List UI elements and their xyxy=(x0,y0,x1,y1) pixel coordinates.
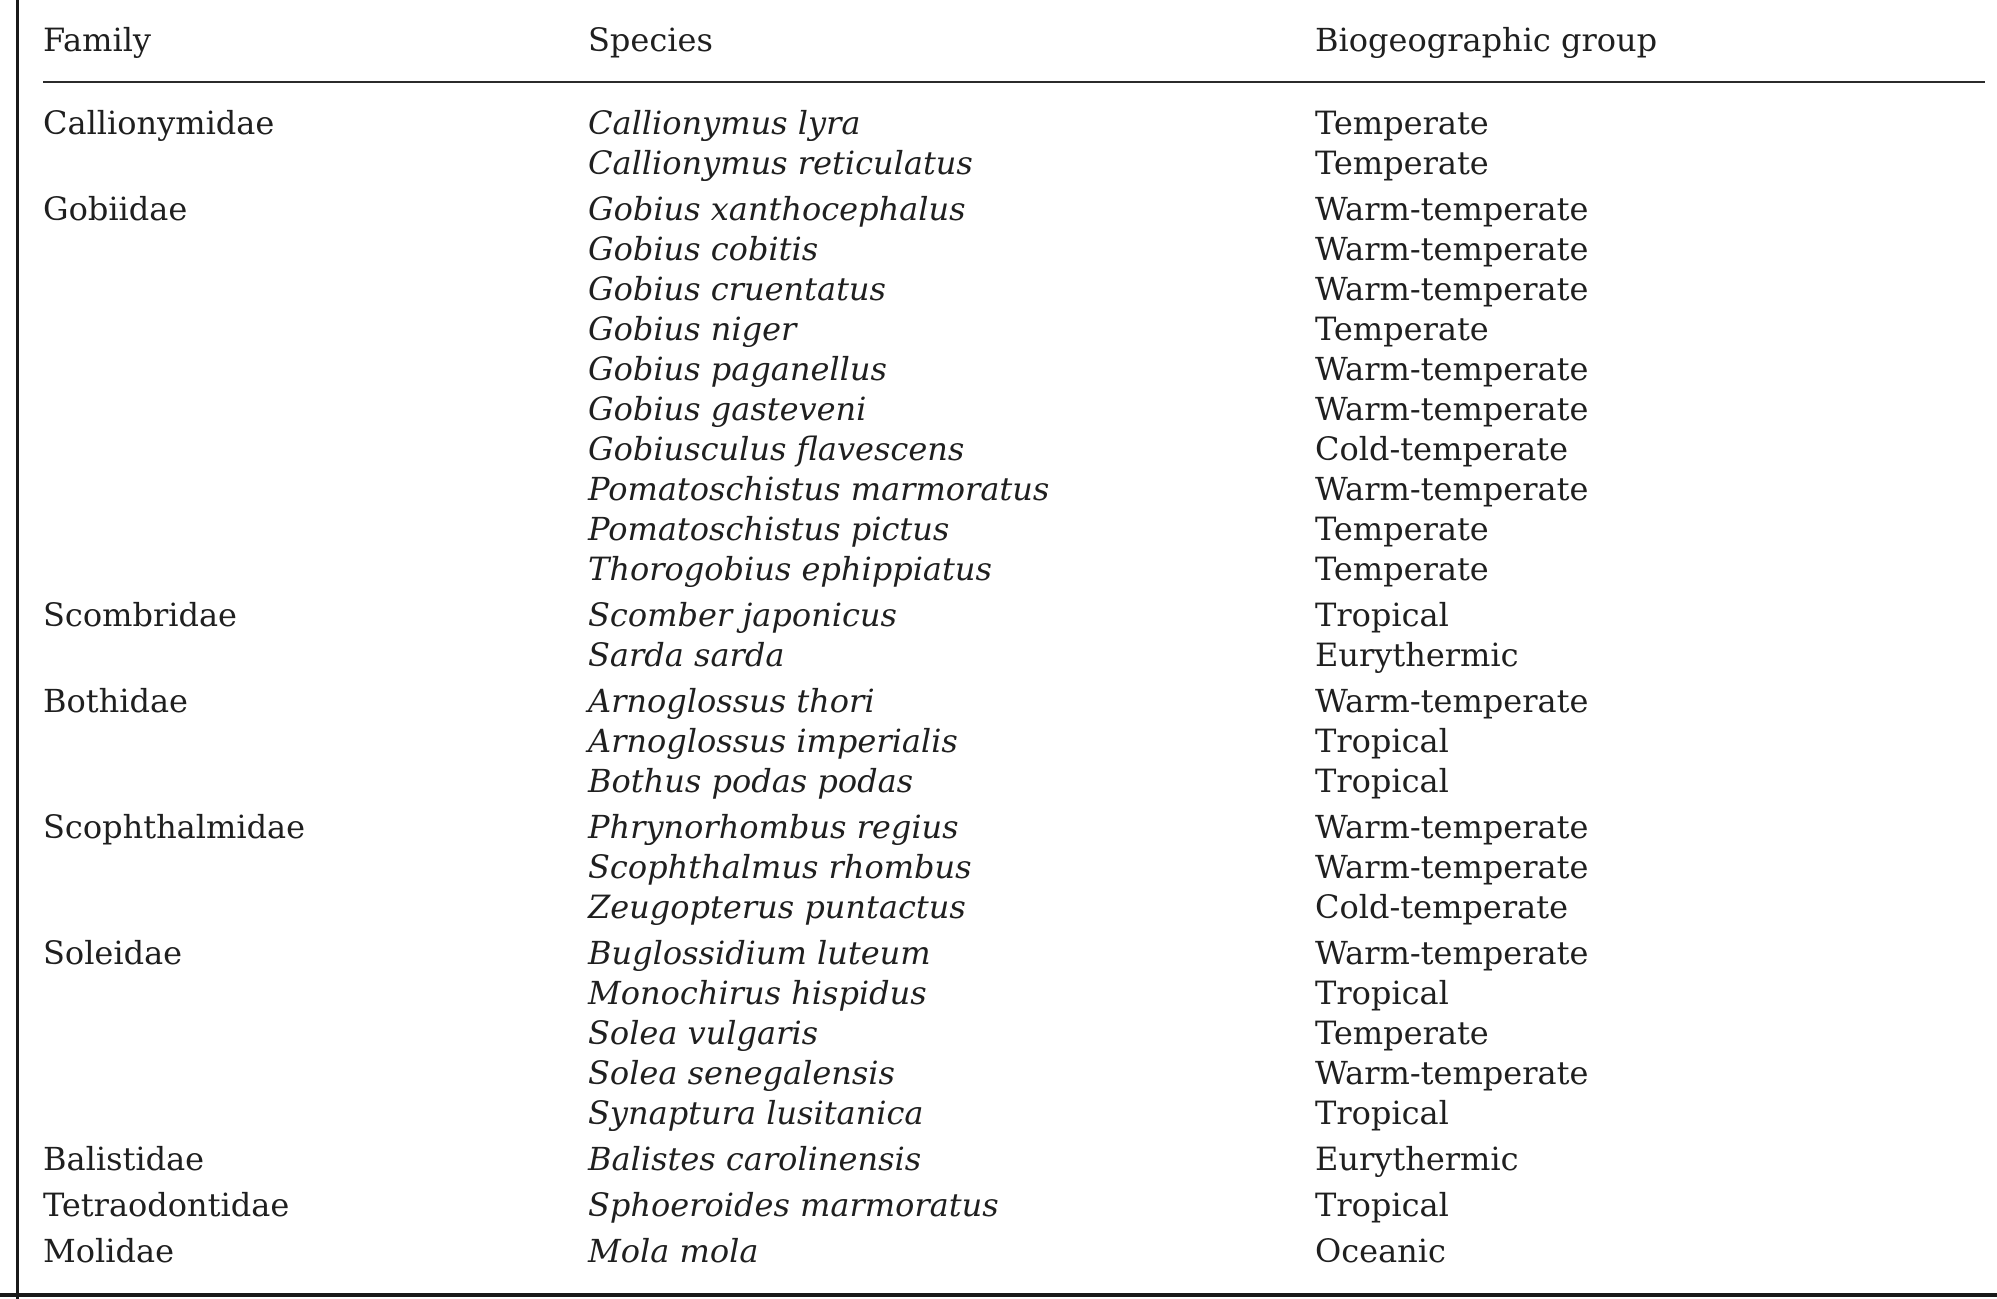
species-cell: Arnoglossus thori xyxy=(588,682,875,720)
table-row xyxy=(0,681,1997,721)
table-row xyxy=(0,973,1997,1013)
species-cell: Mola mola xyxy=(588,1232,759,1270)
biogeographic-group-cell: Temperate xyxy=(1315,104,1489,142)
biogeographic-group-cell: Temperate xyxy=(1315,1014,1489,1052)
family-cell xyxy=(43,509,588,549)
table-row xyxy=(0,389,1997,429)
biogeographic-group-cell: Warm-temperate xyxy=(1315,808,1589,846)
table-body xyxy=(0,83,1997,1271)
biogeographic-group-cell: Warm-temperate xyxy=(1315,682,1589,720)
table-row xyxy=(0,595,1997,635)
biogeographic-group-cell: Warm-temperate xyxy=(1315,848,1589,886)
biogeographic-group-cell: Warm-temperate xyxy=(1315,350,1589,388)
biogeographic-group-cell: Tropical xyxy=(1315,1094,1449,1132)
table-row xyxy=(0,887,1997,927)
species-cell: Gobiusculus flavescens xyxy=(588,430,965,468)
species-cell: Sarda sarda xyxy=(588,636,785,674)
table-row xyxy=(0,549,1997,589)
family-cell xyxy=(43,1053,588,1093)
table-row xyxy=(0,509,1997,549)
biogeographic-group-cell: Tropical xyxy=(1315,596,1449,634)
species-cell: Gobius cruentatus xyxy=(588,270,886,308)
biogeographic-group-cell: Warm-temperate xyxy=(1315,470,1589,508)
species-cell: Scophthalmus rhombus xyxy=(588,848,972,886)
species-cell: Monochirus hispidus xyxy=(588,974,927,1012)
table-left-border xyxy=(16,0,19,1299)
family-cell xyxy=(43,635,588,675)
table-row xyxy=(0,1139,1997,1179)
species-cell: Gobius cobitis xyxy=(588,230,819,268)
table-row xyxy=(0,1013,1997,1053)
species-cell: Callionymus lyra xyxy=(588,104,861,142)
table-row xyxy=(0,761,1997,801)
biogeographic-group-cell: Warm-temperate xyxy=(1315,1054,1589,1092)
table-row xyxy=(0,1093,1997,1133)
biogeographic-group-cell: Warm-temperate xyxy=(1315,230,1589,268)
family-cell: Balistidae xyxy=(43,1140,205,1178)
table-row xyxy=(0,349,1997,389)
species-cell: Sphoeroides marmoratus xyxy=(588,1186,999,1224)
species-cell: Pomatoschistus pictus xyxy=(588,510,950,548)
biogeographic-group-cell: Temperate xyxy=(1315,550,1489,588)
species-cell: Buglossidium luteum xyxy=(588,934,931,972)
species-cell: Solea vulgaris xyxy=(588,1014,819,1052)
table-row xyxy=(0,721,1997,761)
table-row xyxy=(0,635,1997,675)
species-cell: Bothus podas podas xyxy=(588,762,914,800)
family-cell xyxy=(43,1093,588,1133)
table-row xyxy=(0,847,1997,887)
family-cell xyxy=(43,229,588,269)
table-bottom-border xyxy=(0,1293,1997,1297)
family-cell xyxy=(43,1013,588,1053)
family-cell xyxy=(43,389,588,429)
species-cell: Gobius paganellus xyxy=(588,350,887,388)
family-cell xyxy=(43,761,588,801)
species-cell: Gobius xanthocephalus xyxy=(588,190,966,228)
biogeographic-group-cell: Temperate xyxy=(1315,310,1489,348)
biogeographic-group-cell: Tropical xyxy=(1315,762,1449,800)
family-cell: Soleidae xyxy=(43,934,183,972)
species-cell: Phrynorhombus regius xyxy=(588,808,959,846)
species-cell: Solea senegalensis xyxy=(588,1054,895,1092)
biogeographic-group-cell: Temperate xyxy=(1315,510,1489,548)
species-cell: Thorogobius ephippiatus xyxy=(588,550,992,588)
family-cell: Bothidae xyxy=(43,682,188,720)
family-cell xyxy=(43,721,588,761)
biogeographic-group-cell: Eurythermic xyxy=(1315,1140,1519,1178)
family-cell: Gobiidae xyxy=(43,190,188,228)
table-row xyxy=(0,1053,1997,1093)
species-cell: Balistes carolinensis xyxy=(588,1140,922,1178)
table-row xyxy=(0,269,1997,309)
header-biogeographic-group: Biogeographic group xyxy=(1315,21,1658,59)
biogeographic-group-cell: Warm-temperate xyxy=(1315,934,1589,972)
family-cell xyxy=(43,469,588,509)
header-species: Species xyxy=(588,21,713,59)
biogeographic-group-cell: Cold-temperate xyxy=(1315,430,1569,468)
family-cell xyxy=(43,973,588,1013)
header-family: Family xyxy=(43,21,151,59)
family-cell xyxy=(43,429,588,469)
table-row xyxy=(0,469,1997,509)
family-cell xyxy=(43,269,588,309)
table-header-row xyxy=(0,0,1997,81)
species-cell: Scomber japonicus xyxy=(588,596,897,634)
family-cell: Scophthalmidae xyxy=(43,808,306,846)
family-cell xyxy=(43,349,588,389)
family-cell xyxy=(43,309,588,349)
table-row xyxy=(0,309,1997,349)
biogeographic-group-cell: Warm-temperate xyxy=(1315,270,1589,308)
biogeographic-group-cell: Warm-temperate xyxy=(1315,190,1589,228)
family-cell xyxy=(43,847,588,887)
species-cell: Zeugopterus puntactus xyxy=(588,888,966,926)
biogeographic-group-cell: Oceanic xyxy=(1315,1232,1446,1270)
table-row xyxy=(0,143,1997,183)
species-cell: Gobius niger xyxy=(588,310,797,348)
table-row xyxy=(0,807,1997,847)
biogeographic-group-cell: Tropical xyxy=(1315,722,1449,760)
family-cell: Scombridae xyxy=(43,596,237,634)
family-cell xyxy=(43,143,588,183)
species-cell: Pomatoschistus marmoratus xyxy=(588,470,1050,508)
family-cell xyxy=(43,549,588,589)
table-row xyxy=(0,933,1997,973)
biogeographic-group-cell: Tropical xyxy=(1315,1186,1449,1224)
table-row xyxy=(0,103,1997,143)
family-cell: Tetraodontidae xyxy=(43,1186,290,1224)
biogeographic-group-cell: Cold-temperate xyxy=(1315,888,1569,926)
species-cell: Arnoglossus imperialis xyxy=(588,722,958,760)
table-row xyxy=(0,1231,1997,1271)
family-cell: Callionymidae xyxy=(43,104,275,142)
biogeographic-group-cell: Eurythermic xyxy=(1315,636,1519,674)
species-cell: Synaptura lusitanica xyxy=(588,1094,924,1132)
species-cell: Callionymus reticulatus xyxy=(588,144,973,182)
table-row xyxy=(0,189,1997,229)
family-cell: Molidae xyxy=(43,1232,174,1270)
biogeographic-group-cell: Tropical xyxy=(1315,974,1449,1012)
table-row xyxy=(0,1185,1997,1225)
biogeographic-group-cell: Warm-temperate xyxy=(1315,390,1589,428)
species-cell: Gobius gasteveni xyxy=(588,390,867,428)
table-row xyxy=(0,229,1997,269)
family-cell xyxy=(43,887,588,927)
biogeographic-group-cell: Temperate xyxy=(1315,144,1489,182)
table-row xyxy=(0,429,1997,469)
